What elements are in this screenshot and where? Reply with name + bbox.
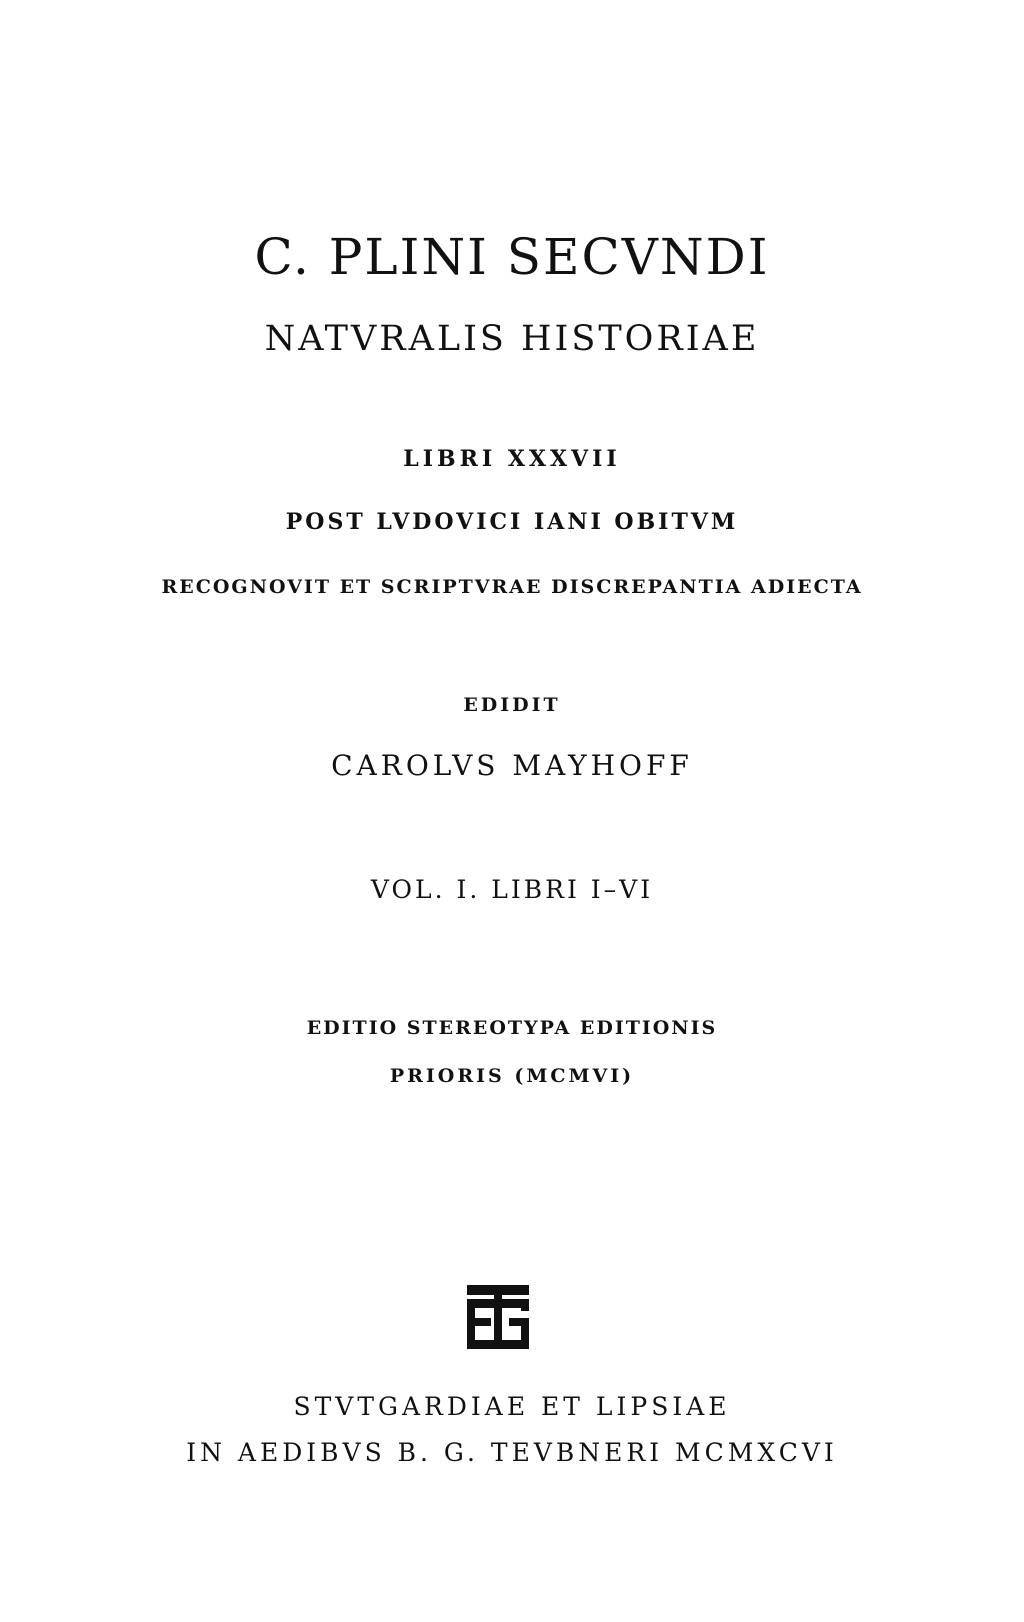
volume-line: VOL. I. LIBRI I–VI	[370, 875, 654, 904]
teubner-monogram-icon	[467, 1285, 529, 1349]
editio-line-2: PRIORIS (MCMVI)	[389, 1065, 635, 1087]
editio-line-1: EDITIO STEREOTYPA EDITIONIS	[306, 1017, 718, 1039]
editor-name: CAROLVS MAYHOFF	[331, 749, 693, 782]
imprint-line-2: IN AEDIBVS B. G. TEVBNERI MCMXCVI	[186, 1438, 838, 1467]
imprint-line-1: STVTGARDIAE ET LIPSIAE	[293, 1392, 731, 1421]
recognovit-line: RECOGNOVIT ET SCRIPTVRAE DISCREPANTIA ADIECTA	[161, 576, 863, 598]
edidit-label: EDIDIT	[463, 694, 561, 716]
post-obitum-line: POST LVDOVICI IANI OBITVM	[285, 509, 739, 535]
books-count: LIBRI XXXVII	[403, 446, 621, 472]
author-name: C. PLINI SECVNDI	[254, 228, 770, 286]
work-title: NATVRALIS HISTORIAE	[264, 319, 760, 359]
